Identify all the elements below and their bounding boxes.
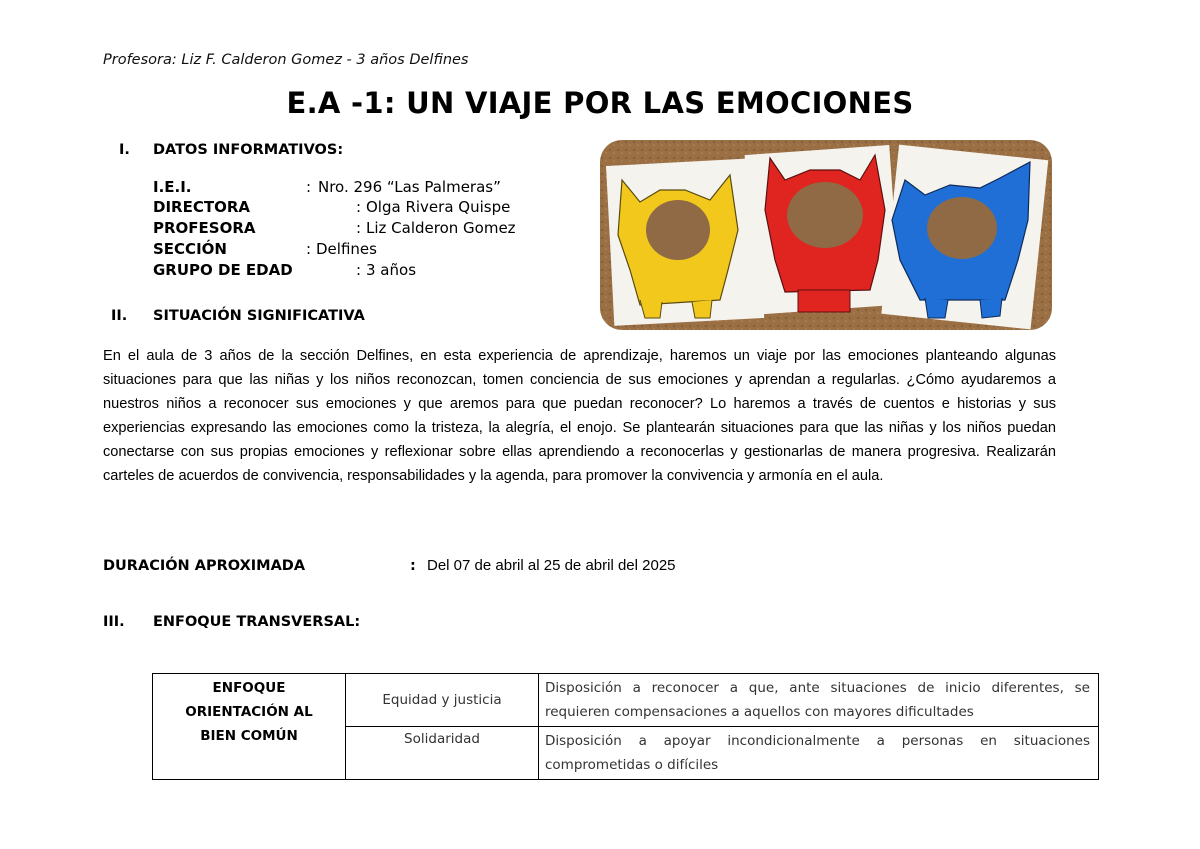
duration-label: DURACIÓN APROXIMADA [103, 558, 306, 574]
section-3-number: III. [103, 614, 125, 630]
table-row [153, 674, 1099, 727]
info-label-profesora: PROFESORA [153, 219, 256, 237]
duration-colon: : [410, 558, 416, 574]
section-1-title: DATOS INFORMATIVOS: [153, 142, 344, 158]
teacher-header: Profesora: Liz F. Calderon Gomez - 3 años Delfines [103, 52, 469, 68]
section-2-number: II. [111, 308, 128, 324]
section-2-title: SITUACIÓN SIGNIFICATIVA [153, 308, 365, 324]
enfoque-table [152, 673, 1099, 780]
monster-masks-photo [600, 140, 1052, 330]
duration-value: Del 07 de abril al 25 de abril del 2025 [427, 557, 676, 574]
info-value-directora: Olga Rivera Quispe [366, 198, 511, 216]
section-1-number: I. [119, 142, 130, 158]
info-value-iei: Nro. 296 “Las Palmeras” [318, 178, 501, 196]
value-cell: Equidad y justicia [346, 674, 539, 727]
enfoque-header-line: BIEN COMÚN [200, 728, 298, 744]
enfoque-header-cell [153, 674, 346, 780]
page-title: E.A -1: UN VIAJE POR LAS EMOCIONES [286, 86, 914, 120]
info-label-iei: I.E.I. [153, 178, 192, 196]
info-label-directora: DIRECTORA [153, 198, 250, 216]
enfoque-header-line: ORIENTACIÓN AL [185, 704, 313, 720]
description-cell: Disposición a apoyar incondicionalmente a personas en situaciones comprometidas o difíciles [539, 727, 1099, 780]
info-colon: : [356, 198, 362, 216]
section-3-title: ENFOQUE TRANSVERSAL: [153, 614, 361, 630]
description-cell: Disposición a reconocer a que, ante situaciones de inicio diferentes, se requieren compensaciones a aquellos con mayores dificultades [539, 674, 1099, 727]
info-colon: : [356, 219, 362, 237]
info-colon: : [306, 178, 312, 196]
info-value-seccion: Delfines [316, 240, 377, 258]
value-cell: Solidaridad [346, 727, 539, 780]
info-colon: : [306, 240, 312, 258]
info-label-seccion: SECCIÓN [153, 240, 227, 258]
enfoque-header-line: ENFOQUE [212, 680, 286, 696]
info-label-grupo-edad: GRUPO DE EDAD [153, 261, 293, 279]
situation-paragraph: En el aula de 3 años de la sección Delfines, en esta experiencia de aprendizaje, haremos un viaje por las emociones planteando algunas situaciones para que las niñas y los niños reconozcan, tomen conciencia de sus emociones y aprendan a regularlas. ¿Cómo ayudaremos a nuestros niños a reconocer sus emociones y que aremos para que puedan reconocer? Lo haremos a través de cuentos e historias y sus experiencias expresando las emociones como la tristeza, la alegría, el enojo. Se plantearán situaciones para que las niñas y los niños puedan conectarse con sus propias emociones y reflexionar sobre ellas aprendiendo a reconocerlas y gestionarlas de manera progresiva. Realizarán carteles de acuerdos de convivencia, responsabilidades y la agenda, para promover la convivencia y armonía en el aula. [103, 348, 1056, 484]
info-value-grupo-edad: 3 años [366, 261, 417, 279]
info-colon: : [356, 261, 362, 279]
info-value-profesora: Liz Calderon Gomez [366, 219, 516, 237]
